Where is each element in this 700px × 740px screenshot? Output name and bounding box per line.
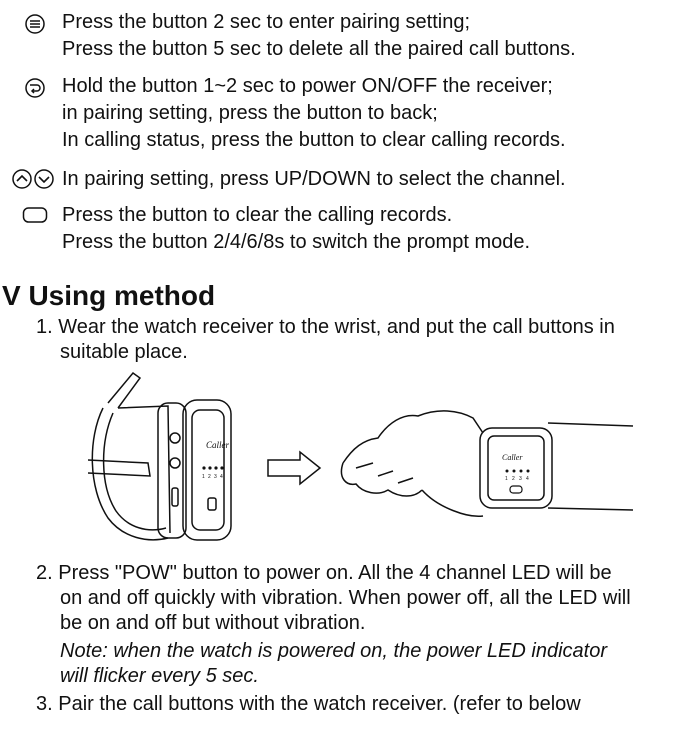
note-line: Note: when the watch is powered on, the power LED indicator [60,640,607,662]
led-label: 4 [526,476,529,482]
instruction-line: in pairing setting, press the button to back; [62,102,438,124]
watch-brand-label: Caller [502,453,523,462]
step-2-line: on and off quickly with vibration. When power off, all the LED will [60,587,631,609]
menu-circle-icon [24,13,46,35]
led-label: 4 [220,474,223,480]
hand-with-watch [341,411,633,516]
watch-button-icon [510,486,522,493]
instruction-line: Press the button 2 sec to enter pairing setting; [62,11,471,33]
back-circle-icon [24,77,46,99]
step-1-line: 1. Wear the watch receiver to the wrist, and put the call buttons in [36,316,615,338]
instruction-line: Press the button 5 sec to delete all the paired call buttons. [62,38,576,60]
watch-led-row [202,466,223,469]
led-label: 3 [519,476,522,482]
arrow-right-icon [268,452,320,484]
section-heading: V Using method [2,280,216,311]
watch-side-view [88,373,231,540]
watch-brand-label: Caller [206,440,230,450]
instruction-line: Hold the button 1~2 sec to power ON/OFF the receiver; [62,75,553,97]
instruction-line: Press the button 2/4/6/8s to switch the prompt mode. [62,231,531,253]
led-label: 1 [202,474,205,480]
instruction-line: Press the button to clear the calling records. [62,204,453,226]
instruction-line: In calling status, press the button to clear calling records. [62,129,566,151]
watch-wearing-illustration [88,368,648,548]
led-label: 2 [512,476,515,482]
watch-led-labels [505,476,529,482]
led-label: 1 [505,476,508,482]
note-line: will flicker every 5 sec. [60,665,259,687]
watch-led-row [506,470,530,473]
step-1-line: suitable place. [60,341,188,363]
rounded-rect-button-icon [22,206,48,224]
watch-led-labels [202,474,223,480]
step-3-line: 3. Pair the call buttons with the watch receiver. (refer to below [36,693,581,715]
led-label: 2 [208,474,211,480]
up-down-circle-icon [11,168,55,190]
instruction-line: In pairing setting, press UP/DOWN to select the channel. [62,168,566,190]
led-label: 3 [214,474,217,480]
step-2-line: be on and off but without vibration. [60,612,366,634]
step-2-line: 2. Press "POW" button to power on. All the 4 channel LED will be [36,562,612,584]
